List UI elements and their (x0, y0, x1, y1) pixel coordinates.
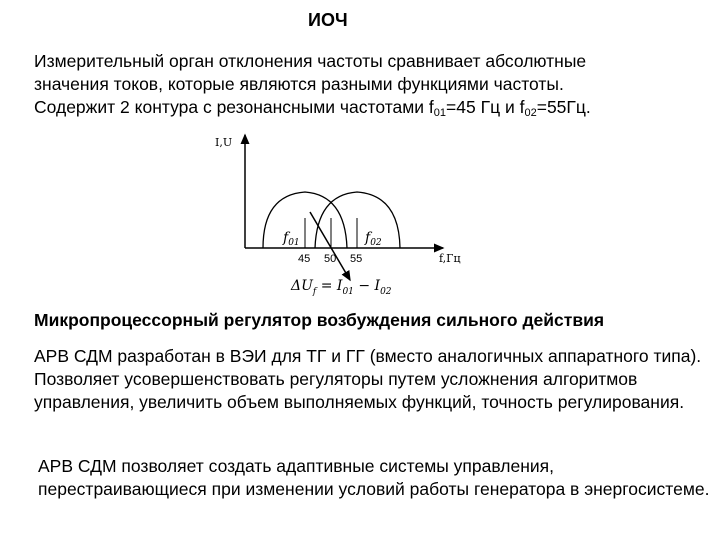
intro-paragraph (34, 50, 714, 119)
intro-line-2: значения токов, которые являются разными функциями частоты. (34, 74, 564, 94)
tick-label-55: 55 (350, 253, 363, 265)
arv-description-paragraph: АРВ СДМ разработан в ВЭИ для ТГ и ГГ (вместо аналогичных аппаратного типа). Позволяет усовершенствовать регуляторы путем усложнения алгоритмов управления, увеличить объем выполняемых функций, точность регулирования. (34, 346, 702, 412)
curve-label-f02: $f_{02}$ (365, 230, 382, 248)
slide-title: ИОЧ (308, 10, 348, 30)
delta-u-formula: $\Delta U_f = I_{01} - I_{02}$ (291, 278, 392, 297)
y-axis-label: I,U (215, 136, 233, 149)
curve-label-f01: $f_{01}$ (283, 230, 300, 248)
section-heading: Микропроцессорный регулятор возбуждения сильного действия (34, 310, 605, 330)
intro-line-3: Содержит 2 контура с резонансными частотами $f_{01}=45$ Гц и $f_{02}=55Гц$. (34, 97, 591, 119)
resonance-diagram (195, 130, 485, 305)
arv-adaptive-paragraph: АРВ СДМ позволяет создать адаптивные системы управления, перестраивающиеся при изменении условий работы генератора в энергосистеме. (38, 456, 710, 499)
pointer-arrow (310, 212, 350, 280)
intro-line-1: Измерительный орган отклонения частоты сравнивает абсолютные (34, 51, 587, 71)
tick-label-45: 45 (298, 253, 311, 265)
x-axis-label: f,Гц (439, 252, 461, 265)
tick-label-50: 50 (324, 253, 337, 265)
